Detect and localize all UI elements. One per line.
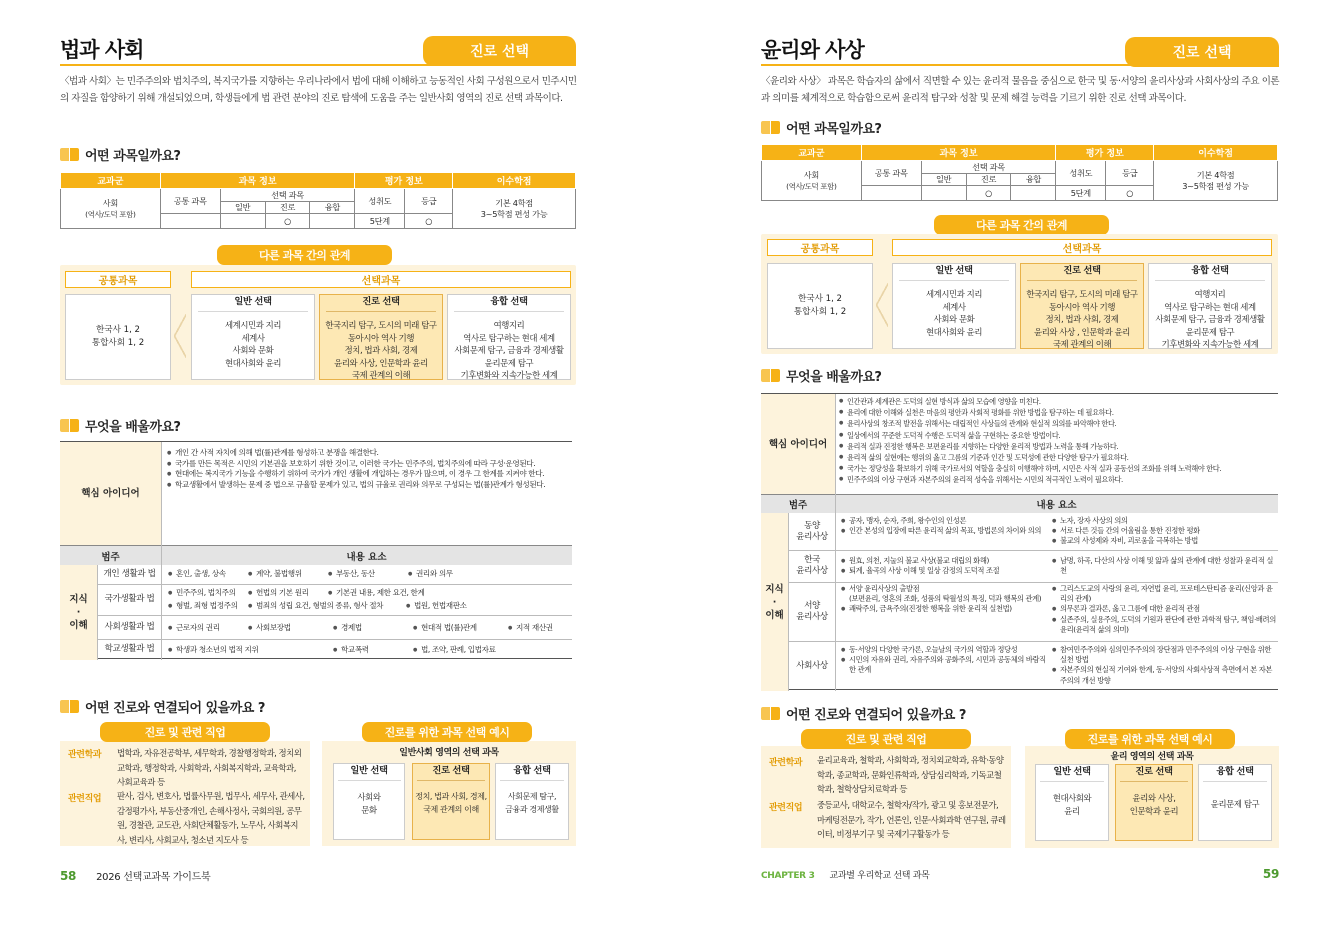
- book-icon: [60, 700, 79, 713]
- job-text: 중등교사, 대학교수, 철학자/작가, 광고 및 홍보전문가, 마케팅전문가, 작가, 언론인, 인문·사회과학 연구원, 큐레이터, 비정부기구 및 국제기구활동가 등: [817, 800, 1006, 840]
- convergence-elective: 융합 선택 여행지리 역사로 탐구하는 현대 세계 사회문제 탐구, 금융과 경제생활 윤리문제 탐구 기후변화와 지속가능한 세계: [447, 294, 571, 380]
- section-learn: [761, 366, 881, 385]
- grade-cell: 등급: [1106, 161, 1154, 186]
- dept-label: 관련학과: [68, 750, 102, 760]
- col-group: 교과군: [61, 173, 161, 189]
- row-korean-a: ● 원효, 의천, 지눌의 불교 사상(불교 대립의 화해) ● 퇴계, 율곡의 사상 이해 및 일상 감정의 도덕적 조절: [841, 556, 1049, 576]
- relation-header: 다른 과목 간의 관계: [217, 245, 392, 265]
- example-career: 진로 선택 정치, 법과 사회, 경제, 국제 관계의 이해: [412, 763, 490, 840]
- page-title: 법과 사회: [60, 38, 144, 62]
- book-icon: [761, 121, 780, 134]
- row-eastern-a: ● 공자, 맹자, 순자, 주희, 왕수인의 인성론 ● 인간 본성의 입장에 따른 윤리적 삶의 목표, 방법론의 차이와 의의: [841, 516, 1049, 536]
- col-eval-info: 평가 정보: [1056, 145, 1154, 161]
- learn-table: [60, 441, 572, 659]
- career-elective: 진로 선택 한국지리 탐구, 도시의 미래 탐구 동아시아 역사 기행 정치, 법과 사회, 경제 윤리와 사상 , 인문학과 윤리 국제 관계의 이해: [1020, 263, 1144, 349]
- core-idea-label: 핵심 아이디어: [761, 394, 835, 494]
- row-social-life: ● 근로자의 권리 ● 사회보장법 ● 경제법 ● 현대적 법(률)관계 ● 지적 재산권: [168, 623, 572, 634]
- col-course-info: 과목 정보: [861, 145, 1056, 161]
- section-career-label: 어떤 진로와 연결되어 있을까요 ?: [786, 708, 966, 723]
- page-title: 윤리와 사상: [761, 38, 864, 62]
- chevron-right-icon: [876, 283, 888, 327]
- row-social-thought-a: ● 동·서양의 다양한 국가론, 오늘날의 국가의 역할과 정당성 ● 시민의 자유와 권리, 자유주의와 공화주의, 시민과 공동체의 바람직한 관계: [841, 645, 1049, 676]
- row-korean-label: 한국 윤리사상: [796, 555, 828, 576]
- job-text: 판사, 검사, 변호사, 법률사무원, 법무사, 세무사, 관세사, 감정평가사, 부동산중개인, 손해사정사, 국회의원, 공무원, 경찰관, 교도관, 사회단체활동가, 노무사, 사회복지사, 변리사, 사회교사, 청소년 지도사 등: [117, 791, 305, 845]
- example-general: 일반 선택 현대사회와 윤리: [1035, 764, 1109, 841]
- book-icon: [60, 419, 79, 432]
- page-number: 59: [1262, 867, 1279, 881]
- row-national-life: ● 민주주의, 법치주의 ● 헌법의 기본 원리 ● 기본권 내용, 제한 요건, 한계 ● 형벌, 죄형 법정주의 ● 범죄의 성립 요건, 형벌의 종류, 형사 절차 ● 법원, 헌법재판소: [168, 587, 568, 612]
- book-icon: [60, 148, 79, 161]
- section-career: [60, 697, 265, 716]
- category-header: 범주: [60, 546, 161, 565]
- row-school-life: ● 학생과 청소년의 법적 지위 ● 학교폭력 ● 법, 조약, 판례, 입법자료: [168, 645, 568, 656]
- row-social-thought-label: 사회사상: [796, 660, 828, 671]
- book-title: 2026 선택교과목 가이드북: [96, 872, 211, 883]
- section-learn-label: 무엇을 배울까요?: [85, 420, 181, 435]
- category-header: 범주: [761, 495, 835, 513]
- course-type-tag: 진로 선택: [1125, 37, 1279, 67]
- chevron-right-icon: [174, 314, 186, 358]
- core-idea-list: ● 개인 간 사적 자치에 의해 법(률)관계를 형성하고 분쟁을 해결한다. ● 국가를 만든 목적은 시민의 기본권을 보호하기 위한 것이고, 이러한 국가는 민주주의, 법치주의에 따라 구성·운영된다. ● 현대에는 복지국가 기능을 수행하기 위하여 국가가 개인 생활에 개입하는 경우가 많으며, 이 경우 그 한계를 지켜야 한다. ● 학교생활에서 발생하는 문제 중 법으로 규율할 문제가 있고, 법의 규율로 권리와 의무로 구성되는 법(률)관계가 형성된다.: [167, 448, 567, 490]
- intro-text: 〈윤리와 사상〉 과목은 학습자의 삶에서 직면할 수 있는 윤리적 물음을 중심으로 한국 및 동·서양의 윤리사상과 사회사상의 주요 이론과 의미를 체계적으로 학습함으로써 윤리적 탐구와 성찰 및 문제 해결 능력을 기르기 위한 진로 선택 과목이다.: [761, 76, 1280, 104]
- row-personal-life-label: 개인 생활과 법: [103, 569, 156, 579]
- select-course-cell: 선택 과목: [921, 161, 1056, 174]
- book-icon: [761, 707, 780, 720]
- chapter-label: CHAPTER 3: [761, 871, 815, 881]
- group-cell: 사회 (역사/도덕 포함): [61, 189, 161, 229]
- row-western-label: 서양 윤리사상: [796, 600, 828, 622]
- career-elective: 진로 선택 한국지리 탐구, 도시의 미래 탐구 동아시아 역사 기행 정치, 법과 사회, 경제 윤리와 사상, 인문학과 윤리 국제 관계의 이해: [319, 294, 443, 380]
- achievement-cell: 성취도: [355, 189, 405, 214]
- section-learn: [60, 416, 180, 435]
- core-idea-label: 핵심 아이디어: [60, 442, 161, 545]
- row-western-b: ● 그리스도교의 사랑의 윤리, 자연법 윤리, 프로테스탄티즘 윤리(신앙과 윤리의 관계) ● 의무론과 결과론, 옳고 그름에 대한 윤리적 관점 ● 실존주의, 실용주의, 도덕의 기원과 판단에 관한 과학적 탐구, 책임·배려의 윤리(윤리적 삶의 의미): [1052, 584, 1276, 635]
- relation-header: 다른 과목 간의 관계: [934, 215, 1109, 235]
- page-number: 58: [60, 869, 77, 883]
- content-header: 내용 요소: [835, 495, 1278, 513]
- career-header: 진로 및 관련 직업: [100, 722, 270, 742]
- general-elective: 일반 선택 세계시민과 지리 세계사 사회와 문화 현대사회와 윤리: [191, 294, 315, 380]
- common-course-cell: 공통 과목: [160, 189, 220, 214]
- col-course-info: 과목 정보: [160, 173, 355, 189]
- dept-text: 법학과, 자유전공학부, 세무학과, 경찰행정학과, 정치외교학과, 행정학과, 사회학과, 사회복지학과, 교육학과, 사회교육과 등: [117, 748, 302, 788]
- section-learn-label: 무엇을 배울까요?: [786, 370, 882, 385]
- common-subject-header: 공통과목: [767, 239, 873, 256]
- book-icon: [761, 369, 780, 382]
- learn-table: [761, 393, 1278, 690]
- row-school-life-label: 학교생활과 법: [104, 644, 155, 654]
- achievement-cell: 성취도: [1056, 161, 1106, 186]
- right-page: [671, 0, 1342, 925]
- example-general: 일반 선택 사회와 문화: [333, 763, 405, 840]
- col-group: 교과군: [762, 145, 862, 161]
- grade-cell: 등급: [405, 189, 453, 214]
- example-subtitle: 윤리 영역의 선택 과목: [1110, 752, 1194, 762]
- elective-subject-header: 선택과목: [892, 239, 1272, 256]
- example-subtitle: 일반사회 영역의 선택 과목: [399, 748, 499, 758]
- row-eastern-b: ● 노자, 장자 사상의 의의 ● 서로 다른 것들 간의 어울림을 통한 진정한 평화 ● 불교의 사성제와 자비, 괴로움을 극복하는 방법: [1052, 516, 1276, 547]
- row-western-a: ● 서양 윤리사상의 출발점 (보편윤리, 영혼의 조화, 성품의 탁월성의 특징, 덕과 행복의 관계) ● 쾌락주의, 금욕주의(진정한 행복을 위한 윤리적 실천법): [841, 584, 1049, 615]
- dept-text: 윤리교육과, 철학과, 사회학과, 정치외교학과, 유학·동양학과, 종교학과, 문화인류학과, 상담심리학과, 기독교철학과, 철학상담치료학과 등: [817, 755, 1004, 795]
- group-cell: 사회 (역사/도덕 포함): [762, 161, 862, 201]
- section-what: [60, 145, 180, 164]
- row-social-life-label: 사회생활과 법: [104, 621, 155, 632]
- row-social-thought-b: ● 참여민주주의와 심의민주주의의 장단점과 민주주의의 이상 구현을 위한 실천 방법 ● 자본주의의 현실적 기여와 한계, 동·서양의 사회사상적 측면에서 본 자본주의의 개선 방향: [1052, 645, 1276, 686]
- core-idea-list: ● 인간관과 세계관은 도덕의 실현 방식과 삶의 모습에 영향을 미친다. ● 윤리에 대한 이해와 실천은 마음의 평안과 사회적 평화를 위한 방법을 탐구하는 데 필요하다. ● 윤리사상의 창조적 발전을 위해서는 대립적인 사상들의 관계와 현실적 의의를 파악해야 한다. ● 일상에서의 꾸준한 도덕적 수행은 도덕적 삶을 구현하는 중요한 방법이다. ● 윤리적 실과 진정한 행복은 보편윤리를 지향하는 다양한 윤리적 방법과 노력을 통해 가능하다. ● 윤리적 삶의 실현에는 행위의 옳고 그름의 기준과 인간 및 도덕성에 관한 다양한 탐구가 필요하다. ● 국가는 정당성을 확보하기 위해 국가로서의 역할을 충실히 이행해야 하며, 시민은 사적 실과 공동선의 조화를 위해 노력해야 한다. ● 민주주의의 이상 구현과 자본주의의 윤리적 성숙을 위해서는 시민의 적극적인 노력이 필요하다.: [839, 396, 1275, 486]
- career-header: 진로 및 관련 직업: [801, 729, 971, 749]
- credit-cell: 기본 4학점 3~5학점 편성 가능: [1154, 161, 1278, 201]
- intro-text: 〈법과 사회〉는 민주주의와 법치주의, 복지국가를 지향하는 우리나라에서 법에 대해 이해하고 능동적인 사회 구성원으로서 민주시민의 자질을 함양하기 위해 개설되었으며, 학생들에게 법 관련 분야의 진로 탐색에 도움을 주는 일반사회 영역의 진로 선택 과목이다.: [60, 76, 577, 104]
- col-credits: 이수학점: [453, 173, 576, 189]
- row-national-life-label: 국가생활과 법: [104, 594, 155, 604]
- course-info-table: 교과군 과목 정보 평가 정보 이수학점 사회 (역사/도덕 포함) 공통 과목 선택 과목 성취도 등급 기본 4학점 3~5학점 편성 가능 일반 진로 융합 ○ 5단계 ○: [761, 144, 1278, 201]
- elective-subject-header: 선택과목: [191, 271, 571, 288]
- course-info-table: 교과군 과목 정보 평가 정보 이수학점 사회 (역사/도덕 포함) 공통 과목 선택 과목 성취도 등급 기본 4학점 3~5학점 편성 가능 일반 진로 융합 ○ 5단계 ○: [60, 172, 576, 229]
- example-convergence: 융합 선택 윤리문제 탐구: [1198, 764, 1272, 841]
- col-eval-info: 평가 정보: [355, 173, 453, 189]
- common-subjects: 한국사 1, 2 통합사회 1, 2: [65, 294, 171, 380]
- select-course-cell: 선택 과목: [220, 189, 355, 202]
- section-what: [761, 118, 881, 137]
- dept-label: 관련학과: [769, 758, 803, 768]
- career-mark: ○: [265, 214, 310, 229]
- section-career-label: 어떤 진로와 연결되어 있을까요 ?: [85, 701, 265, 716]
- chapter-title: 교과별 우리학교 선택 과목: [829, 871, 930, 881]
- content-header: 내용 요소: [161, 546, 572, 565]
- section-what-label: 어떤 과목일까요?: [85, 149, 181, 164]
- col-credits: 이수학점: [1154, 145, 1278, 161]
- row-korean-b: ● 남명, 하곡, 다산의 사상 이해 및 앎과 삶의 관계에 대한 성찰과 윤리적 실천: [1052, 556, 1276, 576]
- common-subjects: 한국사 1, 2 통합사회 1, 2: [767, 263, 873, 349]
- example-convergence: 융합 선택 사회문제 탐구, 금융과 경제생활: [495, 763, 569, 840]
- example-header: 진로를 위한 과목 선택 예시: [362, 722, 532, 742]
- career-mark: ○: [966, 186, 1011, 201]
- general-elective: 일반 선택 세계시민과 지리 세계사 사회와 문화 현대사회와 윤리: [892, 263, 1016, 349]
- knowledge-label: 지식 · 이해: [761, 513, 788, 691]
- job-label: 관련직업: [68, 794, 102, 804]
- knowledge-label: 지식 · 이해: [60, 565, 97, 660]
- row-personal-life: ● 혼인, 출생, 상속 ● 계약, 불법행위 ● 부동산, 동산 ● 권리와 의무: [168, 569, 568, 580]
- job-label: 관련직업: [769, 803, 803, 813]
- common-subject-header: 공통과목: [65, 271, 171, 288]
- credit-cell: 기본 4학점 3~5학점 편성 가능: [453, 189, 576, 229]
- course-type-tag: 진로 선택: [423, 36, 576, 66]
- row-eastern-label: 동양 윤리사상: [796, 520, 828, 542]
- convergence-elective: 융합 선택 여행지리 역사로 탐구하는 현대 세계 사회문제 탐구, 금융과 경제생활 윤리문제 탐구 기후변화와 지속가능한 세계: [1148, 263, 1272, 349]
- page-footer: [60, 868, 210, 883]
- section-career: [761, 704, 966, 723]
- example-career: 진로 선택 윤리와 사상, 인문학과 윤리: [1115, 764, 1193, 841]
- example-header: 진로를 위한 과목 선택 예시: [1065, 729, 1235, 749]
- page-footer: [761, 868, 1279, 881]
- common-course-cell: 공통 과목: [861, 161, 921, 186]
- section-what-label: 어떤 과목일까요?: [786, 122, 882, 137]
